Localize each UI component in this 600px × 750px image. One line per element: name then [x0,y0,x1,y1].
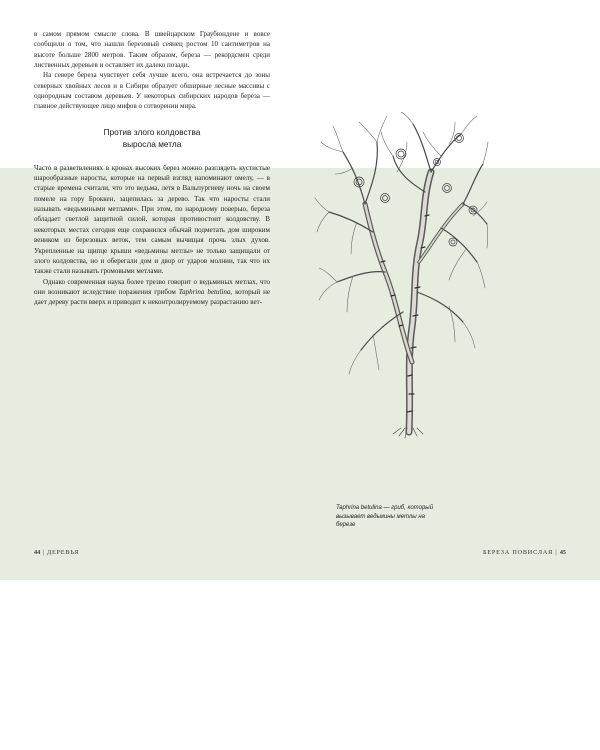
paragraph-3: Часто в разветвлениях в кронах высоких берез можно разглядеть кустистые шарообразные наросты, которые на первый взгляд напоминают омелу, — в старые времена считали, что это ведьма, летя в Вальпургиеву ночь на своем помеле на гору Броккен, зацепилась за дерево. Так что наросты стали называть «ведьмиными метлами». При этом, по народному поверью, береза обладает светлой защитной силой, которая противостоит колдовству. В некоторых местах сегодня еще сохранился обычай подметать дом широким веником из березовых веток, тем самым вычищая прочь злых духов. Укрепленные на щипце крыши «ведьмины метлы» не только защищали от злого колдовства, но и оберегали дом и двор от ударов молнии, так что их также стали называть громовыми метлами. [34,163,270,276]
section-title-line-1: Против злого колдовства [103,126,201,137]
left-page-text [34,29,270,308]
footer-left [34,549,79,556]
footer-right [483,549,566,556]
page-number-right: 45 [559,549,566,556]
page-number-left: 44 [34,549,41,556]
paragraph-2: На севере береза чувствует себя лучше всего, она встречается до зоны северных хвойных лесов и в Сибири образует обширные лесные массивы с однородным составом деревьев. У некоторых сибирских народов береза — главное действующее лицо мифов о сотворении мира. [34,71,270,111]
footer-separator-left: | [42,549,45,556]
section-title-line-2: выросла метла [122,138,182,149]
running-head-left: ДЕРЕВЬЯ [46,549,80,556]
paragraph-4 [34,277,270,308]
footer-separator-right: | [555,549,558,556]
illustration-caption [336,504,440,530]
paragraph-4-prefix: Однако современная наука более трезво говорит о ведьминых метлах, что они возникают вследствие поражения грибом [34,277,270,296]
caption-species: Taphrina betulina [336,505,382,511]
paragraph-4-suffix: , который не дает дереву расти вверх и приводит к неконтролируемому разрастанию вет- [34,287,270,307]
running-head-right: БЕРЕЗА ПОВИСЛАЯ [483,549,554,556]
birch-tree-drawing-icon [313,112,489,442]
caption-text: — гриб, который вызывает ведьмины метлы на березе [336,505,434,529]
species-name: Taphrina betulina [178,287,231,296]
paragraph-1: в самом прямом смысле слова. В швейцарском Граубюндене и вовсе сообщили о том, что нашли березовый сеянец ростом 10 сантиметров на высоте больше 2800 метров. Таким образом, береза — рекордсмен среди лиственных деревьев и оставляет их далеко позади. [34,30,270,70]
section-title [34,126,270,150]
